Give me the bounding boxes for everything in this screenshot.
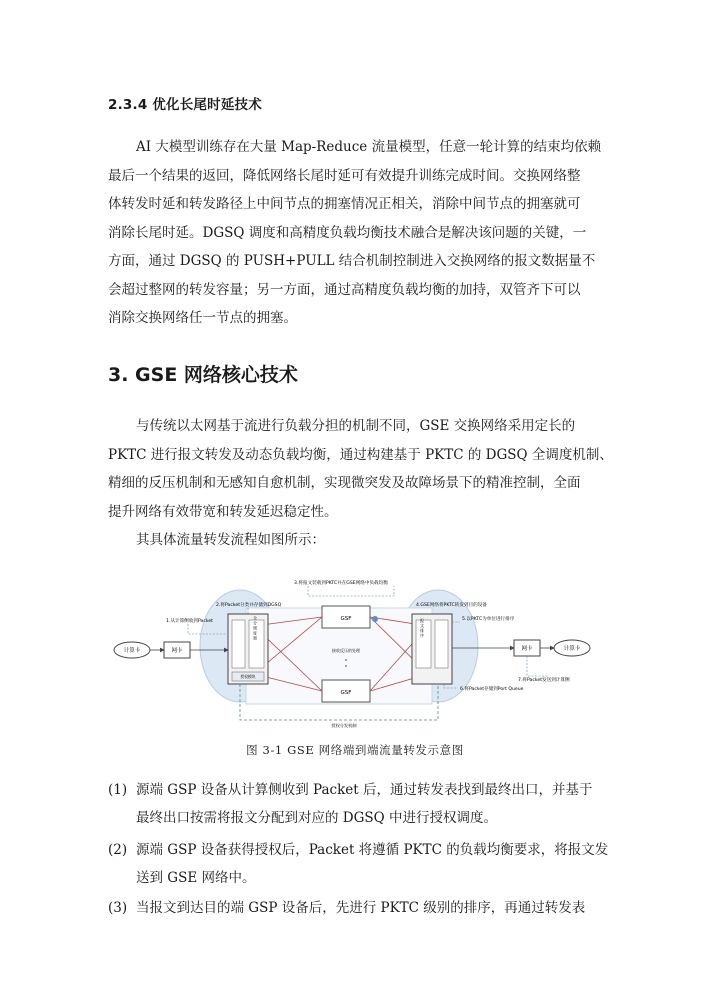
paragraph-line: 与传统以太网基于流进行负载分担的机制不同，GSE 交换网络采用定长的 [136, 418, 576, 434]
gsf-top-label: GSF [340, 616, 352, 622]
gsf-bottom-label: GSF [340, 690, 352, 696]
sort-block-label: 报 文 排 序 [420, 618, 426, 638]
paragraph-line: 最后一个结果的返回，降低网络长尾时延可有效提升训练完成时间。交换网络整 [108, 167, 581, 184]
step-6-label: 6.将Packet存储到Port Queue [460, 687, 524, 692]
figure-caption: 图 3-1 GSE 网络端到端流量转发示意图 [246, 743, 464, 757]
paragraph-line: 体转发时延和转发路径上中间节点的拥塞情况正相关，消除中间节点的拥塞就可 [108, 196, 581, 212]
compute-right-label: 计算卡 [563, 646, 581, 652]
paragraph-line: AI 大模型训练存在大量 Map-Reduce 流量模型，任意一轮计算的结束均依赖 [136, 139, 602, 155]
list-number: (3) [108, 900, 128, 916]
step-2-label: 2.将Packet分类并存储到DGSQ [216, 603, 282, 608]
traffic-forwarding-diagram [108, 568, 602, 732]
list-number: (1) [108, 782, 128, 798]
compute-left-label: 计算卡 [123, 648, 141, 654]
dgsq-block-label: 全 分 调 度 器 [253, 616, 259, 640]
paragraph-line: 会超过整网的转发容量；另一方面，通过高精度负载均衡的加持，双管齐下可以 [108, 281, 581, 298]
paragraph-line: 提升网络有效带宽和转发延迟稳定性。 [108, 503, 338, 520]
figure-intro: 其具体流量转发流程如图所示： [136, 532, 325, 548]
list-line: 源端 GSP 设备从计算侧收到 Packet 后，通过转发表找到最终出口，并基于 [136, 782, 593, 798]
step-3-label: 3.将报文装载到PKTC并在GSE网络中负载均衡 [294, 581, 388, 586]
list-line: 最终出口按需将报文分配到对应的 DGSQ 中进行授权调度。 [136, 810, 498, 826]
paragraph-line: 消除长尾时延。DGSQ 调度和高精度负载均衡技术融合是解决该问题的关键，一 [108, 224, 587, 241]
sched-block-label: 授权模块 [240, 674, 256, 679]
step-7-label: 7.将Packet发送到计算侧 [518, 678, 570, 683]
backpressure-label: 接收反压的处理 [332, 648, 360, 653]
list-number: (2) [108, 842, 128, 858]
grant-label: 授权分发机制 [331, 723, 357, 728]
nic-left-label: 网卡 [171, 648, 183, 654]
section-heading-3: 3. GSE 网络核心技术 [108, 364, 298, 386]
paragraph-line: PKTC 进行报文转发及动态负载均衡，通过构建基于 PKTC 的 DGSQ 全调度机制、 [108, 446, 613, 463]
section-2-3-4-paragraph [108, 133, 602, 333]
paragraph-line: 方面，通过 DGSQ 的 PUSH+PULL 结合机制控制进入交换网络的报文数据量不 [108, 253, 596, 269]
paragraph-line: 精细的反压机制和无感知自愈机制，实现微突发及故障场景下的精准控制，全面 [108, 475, 581, 491]
step-4-label: 4.GSE网络将PKTC转发到目的设备 [416, 603, 487, 608]
step-1-label: 1.从计算侧收到Packet [166, 619, 213, 624]
section-heading-2-3-4: 2.3.4 优化长尾时延技术 [108, 97, 262, 113]
section-3-paragraph [108, 412, 613, 555]
list-line: 源端 GSP 设备获得授权后，Packet 将遵循 PKTC 的负载均衡要求，将报文发 [136, 842, 609, 858]
list-line: 当报文到达目的端 GSP 设备后，先进行 PKTC 级别的排序，再通过转发表 [136, 900, 586, 916]
list-line: 送到 GSE 网络中。 [136, 870, 256, 886]
nic-right-label: 网卡 [521, 646, 533, 652]
backpressure-point [372, 616, 378, 622]
step-5-label: 5.以PKTC为单位进行排序 [462, 617, 515, 622]
paragraph-line: 消除交换网络任一节点的拥塞。 [108, 310, 297, 326]
